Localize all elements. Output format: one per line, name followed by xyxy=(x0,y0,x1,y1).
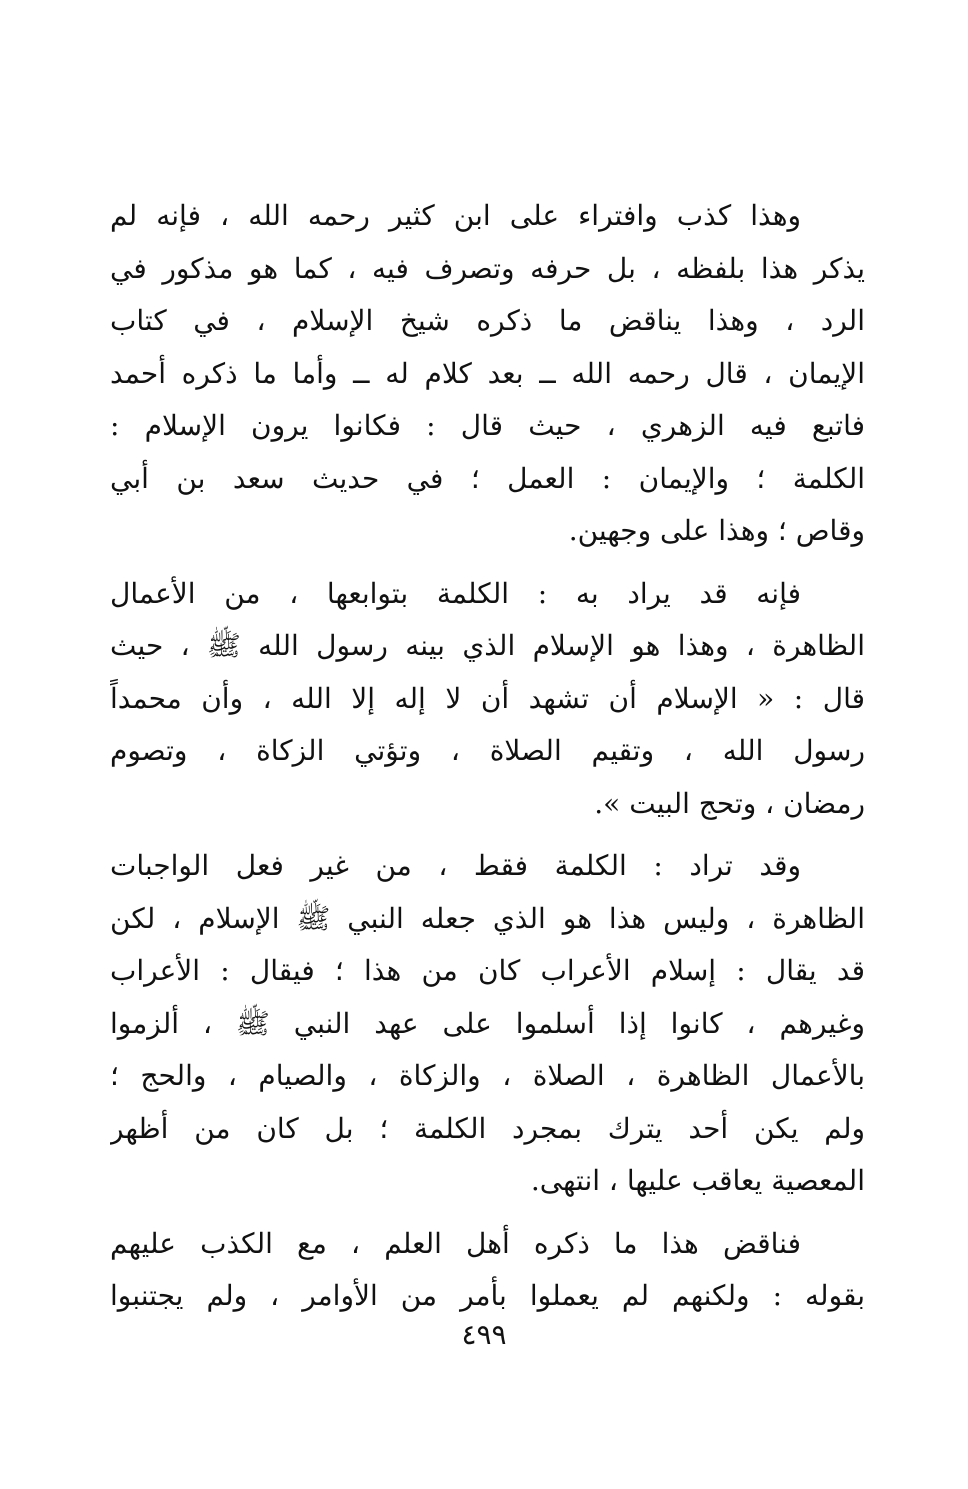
text-line: المعصية يعاقب عليها ، انتهى. xyxy=(530,1164,865,1197)
paragraph xyxy=(110,190,865,558)
paragraph xyxy=(110,1218,865,1323)
page-number: ٤٩٩ xyxy=(461,1318,507,1351)
text-line: بقوله : ولكنهم لم يعملوا بأمر من الأوامر ، ولم يجتنبوا xyxy=(110,1279,865,1312)
text-line: رسول الله ، وتقيم الصلاة ، وتؤتي الزكاة ، وتصوم xyxy=(110,734,865,767)
text-line: فإنه قد يراد به : الكلمة بتوابعها ، من الأعمال xyxy=(110,576,801,610)
text-line: فاتبع فيه الزهري ، حيث قال : فكانوا يرون الإسلام : xyxy=(110,409,865,442)
text-line: الظاهرة ، وهذا هو الإسلام الذي بينه رسول الله ﷺ ، حيث xyxy=(110,629,865,662)
text-line: وغيرهم ، كانوا إذا أسلموا على عهد النبي ﷺ ، ألزموا xyxy=(110,1006,865,1040)
text-line: قد يقال : إسلام الأعراب كان من هذا ؛ فيقال : الأعراب xyxy=(110,954,865,987)
text-line: بالأعمال الظاهرة ، الصلاة ، والزكاة ، والصيام ، والحج ؛ xyxy=(110,1059,865,1092)
text-line: ولم يكن أحد يترك بمجرد الكلمة ؛ بل كان من أظهر xyxy=(110,1111,865,1145)
text-line: رمضان ، وتحج البيت ». xyxy=(594,786,865,820)
paragraph xyxy=(110,840,865,1208)
text-line: فناقض هذا ما ذكره أهل العلم ، مع الكذب عليهم xyxy=(110,1226,801,1260)
paragraph xyxy=(110,568,865,831)
text-line: يذكر هذا بلفظه ، بل حرفه وتصرف فيه ، كما هو مذكور في xyxy=(110,251,865,285)
text-line: الظاهرة ، وليس هذا هو الذي جعله النبي ﷺ الإسلام ، لكن xyxy=(110,901,865,935)
text-line: الكلمة ؛ والإيمان : العمل ؛ في حديث سعد بن أبي xyxy=(110,461,865,495)
text-line: الإيمان ، قال رحمه الله ــ بعد كلام له ــ وأما ما ذكره أحمد xyxy=(110,356,865,390)
text-line: وقد تراد : الكلمة فقط ، من غير فعل الواجبات xyxy=(110,849,801,882)
text-line: وقاص ؛ وهذا على وجهين. xyxy=(568,514,865,547)
text-line: وهذا كذب وافتراء على ابن كثير رحمه الله ، فإنه لم xyxy=(110,199,801,232)
text-line: قال : « الإسلام أن تشهد أن لا إله إلا الله ، وأن محمداً xyxy=(110,681,865,715)
body-text xyxy=(110,190,865,1323)
text-line: الرد ، وهذا يناقض ما ذكره شيخ الإسلام ، في كتاب xyxy=(110,304,865,337)
